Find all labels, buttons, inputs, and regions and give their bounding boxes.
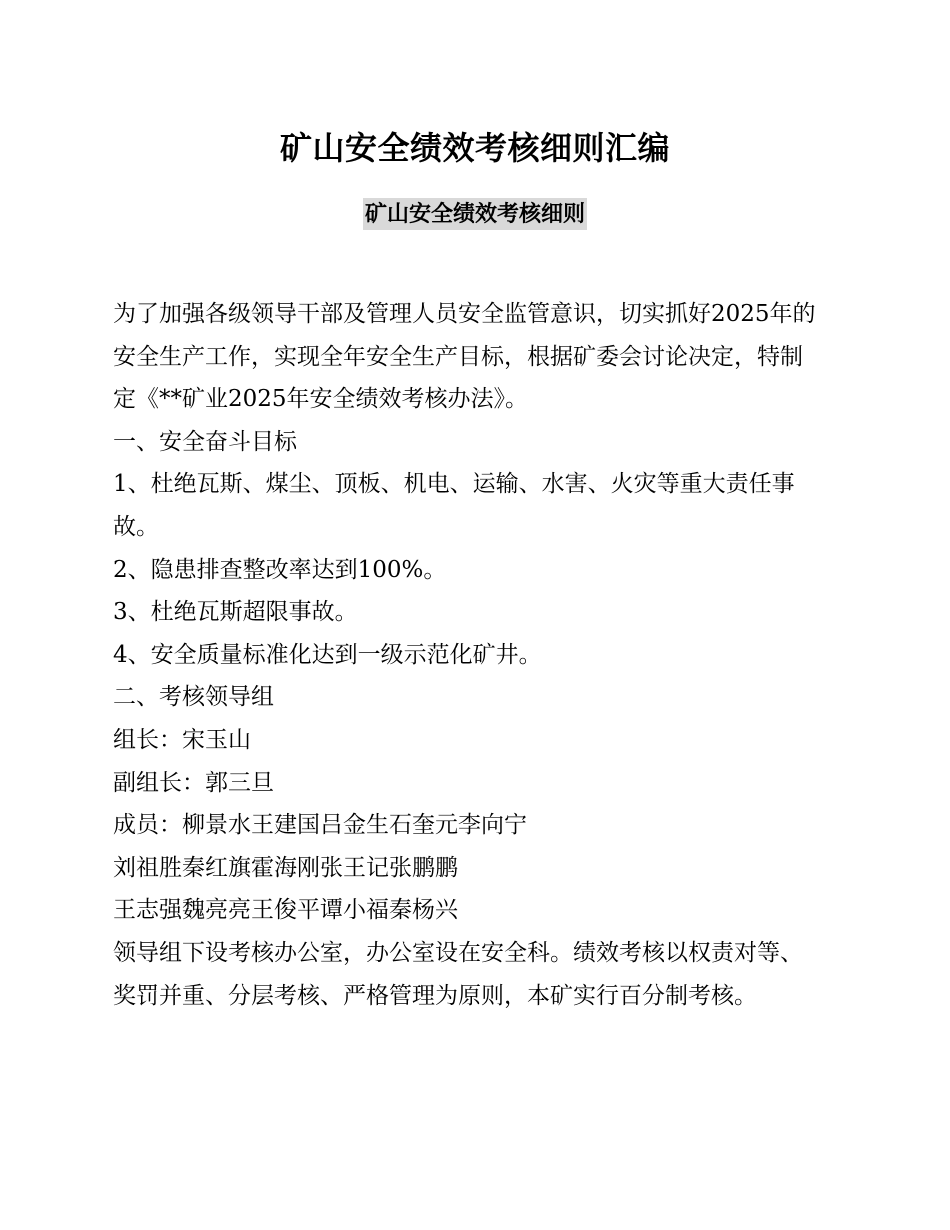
members-line-2: 刘祖胜秦红旗霍海刚张王记张鹏鹏	[113, 854, 458, 881]
document-body	[113, 293, 825, 1017]
deputy-group-leader: 副组长：郭三旦	[113, 769, 274, 796]
section-heading-leadership: 二、考核领导组	[113, 684, 274, 711]
document-subtitle: 矿山安全绩效考核细则	[363, 198, 587, 230]
office-paragraph: 领导组下设考核办公室，办公室设在安全科。绩效考核以权责对等、奖罚并重、分层考核、严格管理为原则，本矿实行百分制考核。	[113, 939, 803, 1009]
members-line-1: 成员：柳景水王建国吕金生石奎元李向宁	[113, 812, 527, 839]
goal-item-4: 4、安全质量标准化达到一级示范化矿井。	[113, 641, 542, 668]
group-leader: 组长：宋玉山	[113, 726, 251, 753]
goal-item-3: 3、杜绝瓦斯超限事故。	[113, 599, 358, 626]
document-title: 矿山安全绩效考核细则汇编	[279, 129, 670, 167]
members-line-3: 王志强魏亮亮王俊平谭小福秦杨兴	[113, 897, 458, 924]
goal-item-2: 2、隐患排查整改率达到100%。	[113, 556, 447, 583]
intro-paragraph: 为了加强各级领导干部及管理人员安全监管意识，切实抓好2025年的安全生产工作，实现全年安全生产目标，根据矿委会讨论决定，特制定《**矿业2025年安全绩效考核办法》。	[113, 301, 816, 413]
section-heading-goals: 一、安全奋斗目标	[113, 428, 297, 455]
goal-item-1: 1、杜绝瓦斯、煤尘、顶板、机电、运输、水害、火灾等重大责任事故。	[113, 471, 795, 540]
subtitle-container	[0, 198, 950, 230]
